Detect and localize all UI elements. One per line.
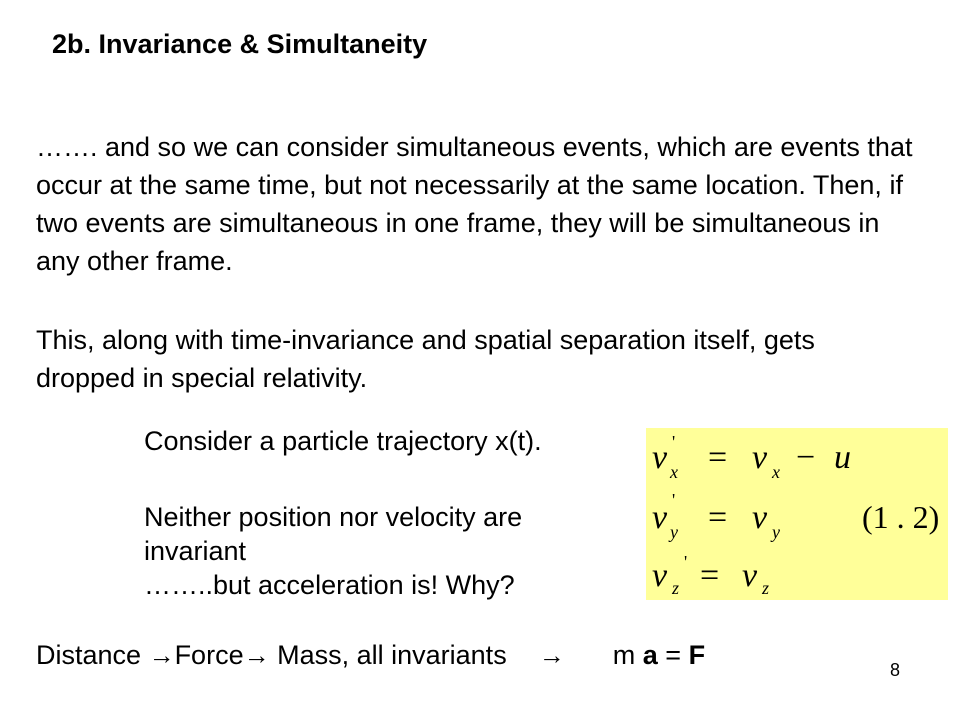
newton-equals: =: [665, 640, 682, 670]
eq3-rhs: v: [742, 557, 758, 594]
eq3-rhs-sub: z: [762, 578, 770, 598]
neither-line-1: Neither position nor velocity are: [144, 502, 523, 532]
newton-a: a: [642, 640, 658, 670]
equation-vx: [652, 432, 851, 482]
eq3-equals: =: [700, 557, 720, 594]
eq1-term: u: [834, 439, 851, 476]
invariance-question-text: [144, 500, 614, 602]
invariants-summary-line: [36, 638, 705, 672]
eq3-prime: ': [684, 552, 688, 572]
equation-vy: [652, 490, 939, 542]
arrow-right-icon: →: [243, 640, 270, 670]
eq2-rhs-sub: y: [772, 522, 780, 542]
eq3-lhs: v: [652, 557, 668, 594]
arrow-right-icon: →: [148, 640, 175, 670]
eq1-minus: −: [796, 439, 816, 476]
word-distance: Distance: [36, 640, 142, 670]
eq1-rhs-sub: x: [772, 462, 780, 482]
consider-trajectory-text: Consider a particle trajectory x(t).: [144, 426, 542, 456]
eq3-lhs-sub: z: [672, 578, 680, 598]
eq1-rhs: v: [752, 439, 768, 476]
eq2-rhs: v: [752, 499, 768, 536]
eq2-prime: ': [672, 490, 676, 510]
eq2-lhs: v: [652, 499, 668, 536]
velocity-transform-equations: [646, 428, 948, 600]
page-number: 8: [890, 660, 901, 680]
word-force: Force: [174, 640, 244, 670]
newton-m: m: [612, 640, 636, 670]
eq1-lhs: v: [652, 439, 668, 476]
equation-vz: [652, 552, 769, 598]
eq1-lhs-sub: x: [670, 462, 678, 482]
arrow-right-icon: →: [538, 640, 565, 670]
neither-line-2: invariant: [144, 536, 247, 566]
eq2-lhs-sub: y: [670, 522, 678, 542]
equation-label: (1 . 2): [862, 499, 940, 535]
word-mass-invariants: Mass, all invariants: [277, 640, 507, 670]
paragraph-simultaneous-events: ……. and so we can consider simultaneous events, which are events that occur at the same time, but not necessarily at the same location. Then, if two events are simultaneous in one frame, they will be simultaneous in any other frame.: [36, 132, 913, 276]
eq1-prime: ': [672, 432, 676, 452]
newton-F: F: [688, 640, 706, 670]
eq1-equals: =: [708, 439, 728, 476]
paragraph-special-relativity: This, along with time-invariance and spatial separation itself, gets dropped in special relativity.: [36, 325, 815, 393]
neither-line-3: ……..but acceleration is! Why?: [144, 570, 515, 600]
equation-box: [646, 428, 948, 600]
eq2-equals: =: [708, 499, 728, 536]
slide-title: 2b. Invariance & Simultaneity: [52, 29, 428, 59]
